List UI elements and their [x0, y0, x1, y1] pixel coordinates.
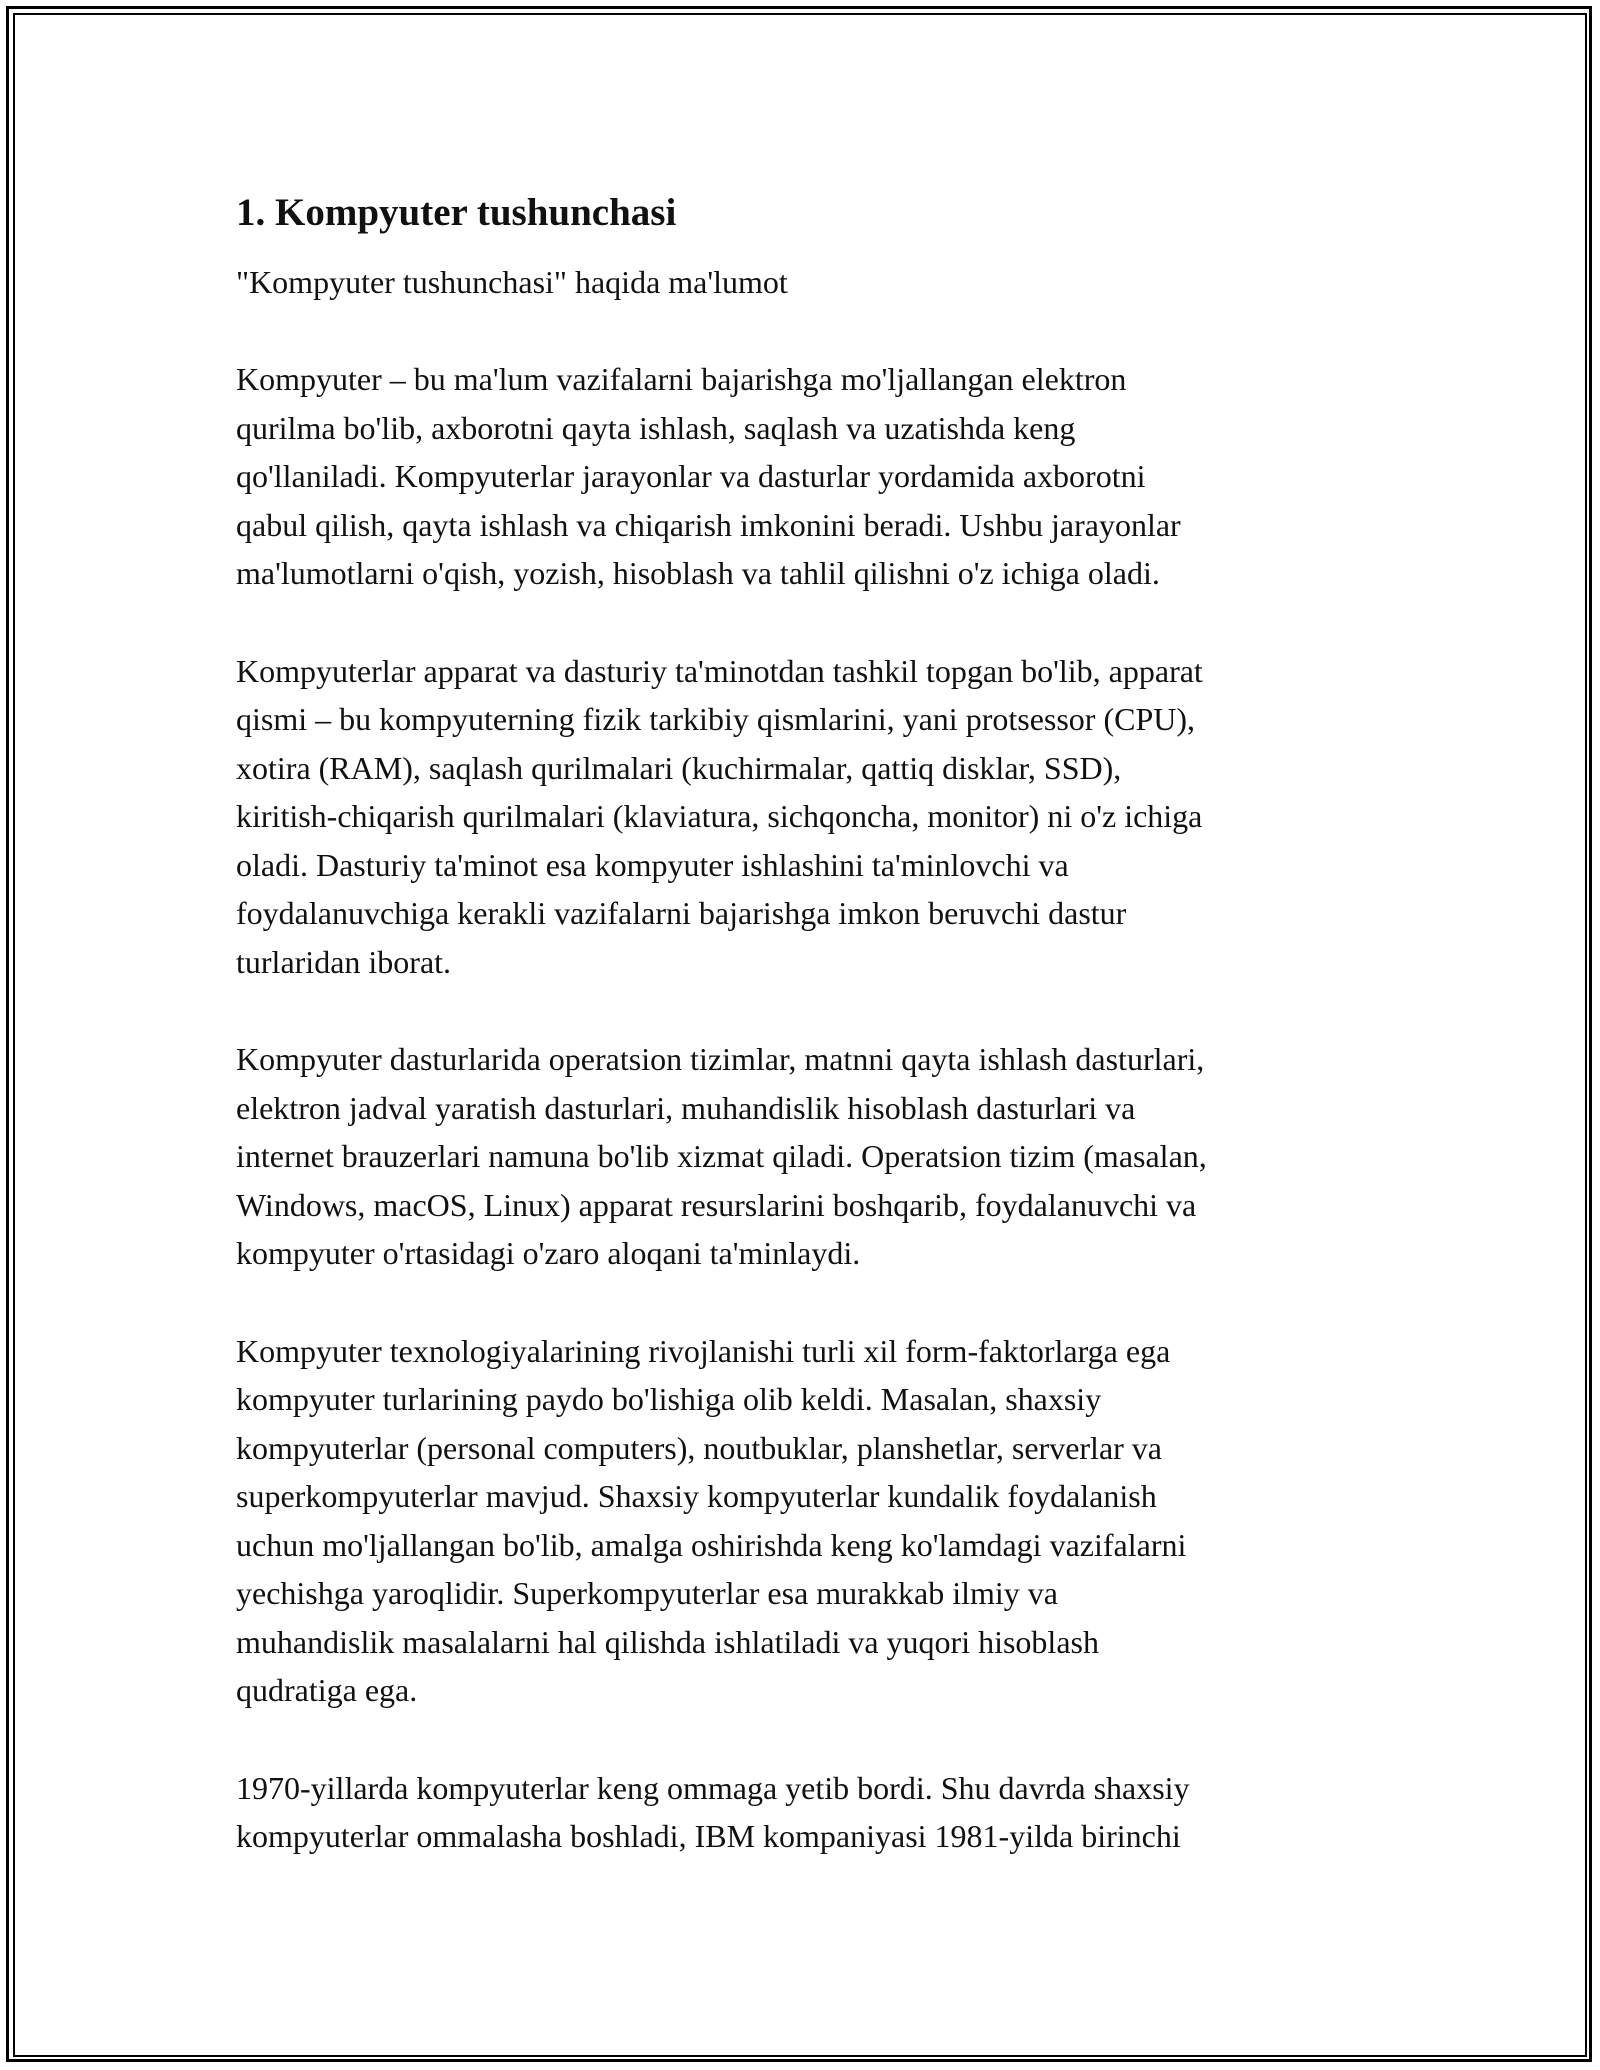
paragraph	[236, 355, 1366, 598]
paragraph-line: turlaridan iborat.	[236, 943, 452, 980]
paragraph-line: qurilma bo'lib, axborotni qayta ishlash, saqlash va uzatishda keng	[236, 409, 1076, 446]
paragraph-line: muhandislik masalalarni hal qilishda ishlatiladi va yuqori hisoblash	[236, 1623, 1099, 1660]
paragraph	[236, 647, 1366, 987]
paragraph-line: uchun mo'ljallangan bo'lib, amalga oshirishda keng ko'lamdagi vazifalarni	[236, 1526, 1187, 1563]
paragraph-line: Kompyuter – bu ma'lum vazifalarni bajarishga mo'ljallangan elektron	[236, 361, 1127, 397]
paragraph-line: Kompyuter dasturlarida operatsion tizimlar, matnni qayta ishlash dasturlari,	[236, 1041, 1205, 1077]
paragraph-line: yechishga yaroqlidir. Superkompyuterlar esa murakkab ilmiy va	[236, 1575, 1058, 1611]
paragraph-line: elektron jadval yaratish dasturlari, muhandislik hisoblash dasturlari va	[236, 1089, 1136, 1126]
paragraph-line: kompyuter turlarining paydo bo'lishiga olib keldi. Masalan, shaxsiy	[236, 1381, 1102, 1417]
paragraph-line: xotira (RAM), saqlash qurilmalari (kuchirmalar, qattiq disklar, SSD),	[236, 749, 1122, 786]
paragraph-line: kompyuterlar ommalasha boshladi, IBM kompaniyasi 1981-yilda birinchi	[236, 1818, 1181, 1854]
paragraph-list	[236, 355, 1366, 1861]
paragraph-line: ma'lumotlarni o'qish, yozish, hisoblash va tahlil qilishni o'z ichiga oladi.	[236, 555, 1160, 591]
paragraph-line: qudratiga ega.	[236, 1672, 418, 1708]
paragraph-line: Kompyuterlar apparat va dasturiy ta'minotdan tashkil topgan bo'lib, apparat	[236, 652, 1203, 689]
paragraph	[236, 1764, 1366, 1861]
paragraph-line: kompyuter o'rtasidagi o'zaro aloqani ta'minlaydi.	[236, 1235, 861, 1271]
paragraph-line: internet brauzerlari namuna bo'lib xizmat qiladi. Operatsion tizim (masalan,	[236, 1138, 1207, 1174]
document-body	[236, 186, 1366, 1861]
paragraph	[236, 1035, 1366, 1278]
paragraph	[236, 1327, 1366, 1715]
paragraph-line: superkompyuterlar mavjud. Shaxsiy kompyuterlar kundalik foydalanish	[236, 1478, 1157, 1514]
paragraph-line: foydalanuvchiga kerakli vazifalarni bajarishga imkon beruvchi dastur	[236, 895, 1127, 931]
paragraph-line: qabul qilish, qayta ishlash va chiqarish imkonini beradi. Ushbu jarayonlar	[236, 506, 1181, 543]
paragraph-line: qismi – bu kompyuterning fizik tarkibiy qismlarini, yani protsessor (CPU),	[236, 701, 1196, 737]
paragraph-line: kompyuterlar (personal computers), noutbuklar, planshetlar, serverlar va	[236, 1429, 1162, 1466]
document-subtitle: "Kompyuter tushunchasi" haqida ma'lumot	[236, 264, 788, 300]
paragraph-line: oladi. Dasturiy ta'minot esa kompyuter ishlashini ta'minlovchi va	[236, 846, 1069, 883]
paragraph-line: Windows, macOS, Linux) apparat resurslarini boshqarib, foydalanuvchi va	[236, 1186, 1197, 1223]
paragraph-line: kiritish-chiqarish qurilmalari (klaviatura, sichqoncha, monitor) ni o'z ichiga	[236, 798, 1203, 834]
paragraph-line: qo'llaniladi. Kompyuterlar jarayonlar va dasturlar yordamida axborotni	[236, 458, 1146, 494]
document-title: 1. Kompyuter tushunchasi	[236, 191, 677, 234]
paragraph-line: 1970-yillarda kompyuterlar keng ommaga yetib bordi. Shu davrda shaxsiy	[236, 1769, 1190, 1806]
paragraph-line: Kompyuter texnologiyalarining rivojlanishi turli xil form-faktorlarga ega	[236, 1332, 1171, 1369]
